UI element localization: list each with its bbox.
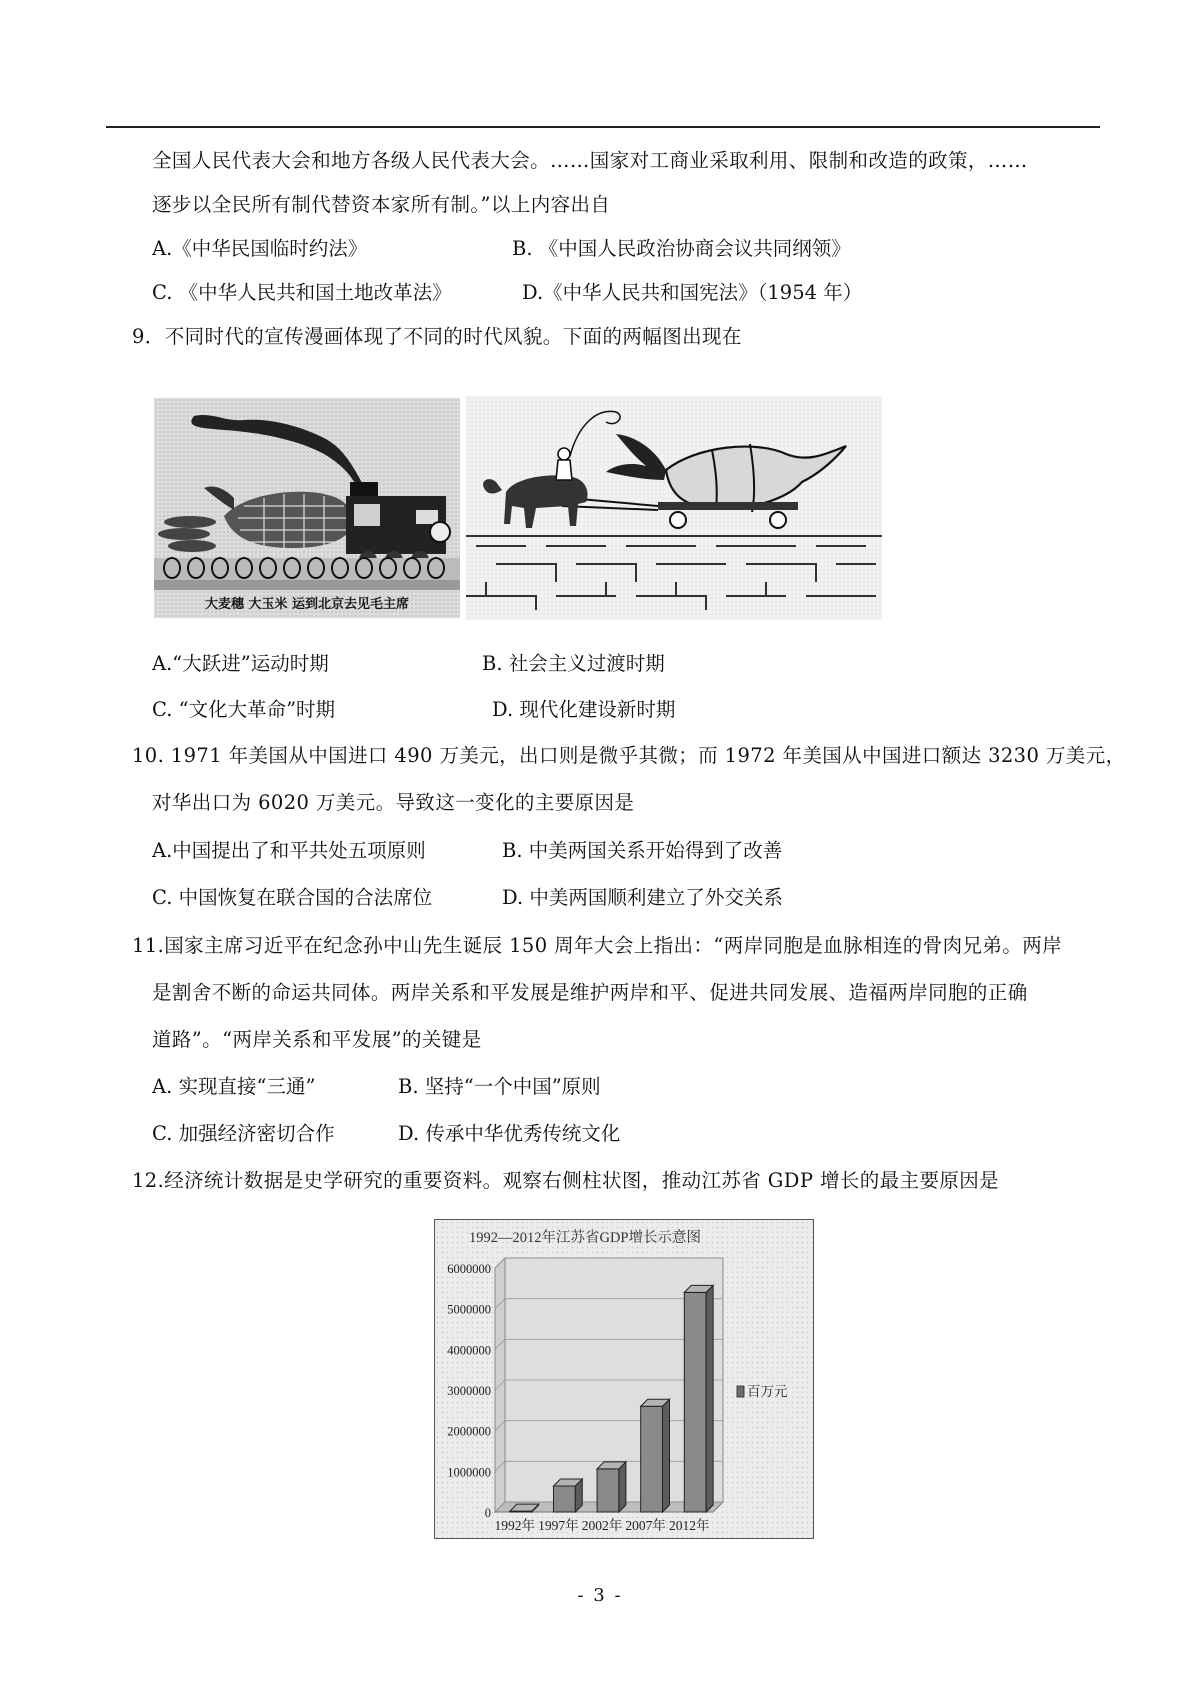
q9-option-d: D. 现代化建设新时期 bbox=[492, 698, 676, 721]
x-tick-label: 1992年 bbox=[494, 1518, 536, 1533]
q10-option-a: A.中国提出了和平共处五项原则 bbox=[152, 839, 426, 862]
q10-option-c: C. 中国恢复在联合国的合法席位 bbox=[152, 886, 433, 909]
legend-label: 百万元 bbox=[747, 1384, 788, 1399]
q8-option-d: D.《中华人民共和国宪法》（1954 年） bbox=[522, 281, 863, 304]
q10-option-b: B. 中美两国关系开始得到了改善 bbox=[502, 839, 783, 862]
y-tick-label: 1000000 bbox=[447, 1465, 491, 1480]
x-tick-label: 1997年 bbox=[538, 1518, 579, 1533]
legend-swatch bbox=[737, 1386, 744, 1397]
q11-option-b: B. 坚持“一个中国”原则 bbox=[398, 1075, 601, 1098]
q11-option-c: C. 加强经济密切合作 bbox=[152, 1122, 335, 1145]
y-tick-label: 2000000 bbox=[447, 1424, 491, 1439]
q9-option-a: A.“大跃进”运动时期 bbox=[152, 652, 329, 675]
y-tick-label: 5000000 bbox=[447, 1302, 491, 1317]
q8-text-line1: 全国人民代表大会和地方各级人民代表大会。……国家对工商业采取利用、限制和改造的政策，…… bbox=[152, 149, 1028, 172]
q10-text-line2: 对华出口为 6020 万美元。导致这一变化的主要原因是 bbox=[152, 791, 635, 814]
y-tick-label: 0 bbox=[484, 1506, 491, 1520]
q8-option-c: C. 《中华人民共和国土地改革法》 bbox=[152, 281, 452, 304]
x-tick-label: 2002年 bbox=[581, 1518, 623, 1533]
cartoon-train-image bbox=[154, 398, 460, 618]
chart-title: 1992—2012年江苏省GDP增长示意图 bbox=[468, 1230, 702, 1246]
q11-text-line2: 是割舍不断的命运共同体。两岸关系和平发展是维护两岸和平、促进共同发展、造福两岸同胞的正确 bbox=[152, 981, 1028, 1004]
gdp-bar-chart bbox=[434, 1219, 814, 1539]
q12-stem: 12.经济统计数据是史学研究的重要资料。观察右侧柱状图，推动江苏省 GDP 增长的最主要原因是 bbox=[132, 1169, 1000, 1192]
cartoon1-caption: 大麦穗 大玉米 运到北京去见毛主席 bbox=[204, 597, 410, 612]
q9-option-b: B. 社会主义过渡时期 bbox=[482, 652, 665, 675]
bar-side bbox=[663, 1399, 670, 1512]
q8-option-b: B. 《中国人民政治协商会议共同纲领》 bbox=[512, 237, 851, 260]
bar-front bbox=[597, 1469, 619, 1512]
q10-option-d: D. 中美两国顺利建立了外交关系 bbox=[502, 886, 783, 909]
q9-option-c: C. “文化大革命”时期 bbox=[152, 698, 336, 721]
bar-front bbox=[684, 1292, 706, 1512]
q11-text-line3: 道路”。“两岸关系和平发展”的关键是 bbox=[152, 1028, 482, 1051]
x-axis-ticks bbox=[495, 1517, 710, 1533]
q11-text-line1: 11.国家主席习近平在纪念孙中山先生诞辰 150 周年大会上指出：“两岸同胞是血脉相连的骨肉兄弟。两岸 bbox=[132, 934, 1062, 957]
x-tick-label: 2007年 bbox=[625, 1518, 666, 1533]
y-tick-label: 3000000 bbox=[447, 1384, 491, 1398]
y-tick-label: 6000000 bbox=[447, 1262, 491, 1276]
x-tick-label: 2012年 bbox=[668, 1518, 710, 1533]
bar-front bbox=[641, 1406, 663, 1512]
q10-text-line1: 10. 1971 年美国从中国进口 490 万美元，出口则是微乎其微；而 1972 年美国从中国进口额达 3230 万美元， bbox=[132, 744, 1126, 767]
q11-option-a: A. 实现直接“三通” bbox=[152, 1075, 316, 1098]
page-number: - 3 - bbox=[577, 1585, 623, 1606]
y-tick-label: 4000000 bbox=[447, 1343, 491, 1358]
header-rule bbox=[106, 126, 1100, 128]
q8-option-a: A.《中华民国临时约法》 bbox=[152, 237, 368, 260]
q8-text-line2: 逐步以全民所有制代替资本家所有制。”以上内容出自 bbox=[152, 193, 611, 216]
bar-side bbox=[706, 1285, 713, 1512]
q11-option-d: D. 传承中华优秀传统文化 bbox=[398, 1122, 621, 1145]
gdp-chart-svg bbox=[435, 1220, 813, 1538]
cartoon-ox-cart-image bbox=[466, 396, 882, 620]
bar-front bbox=[554, 1486, 576, 1512]
bar-side bbox=[619, 1462, 626, 1512]
q9-stem: 9．不同时代的宣传漫画体现了不同的时代风貌。下面的两幅图出现在 bbox=[132, 325, 742, 348]
